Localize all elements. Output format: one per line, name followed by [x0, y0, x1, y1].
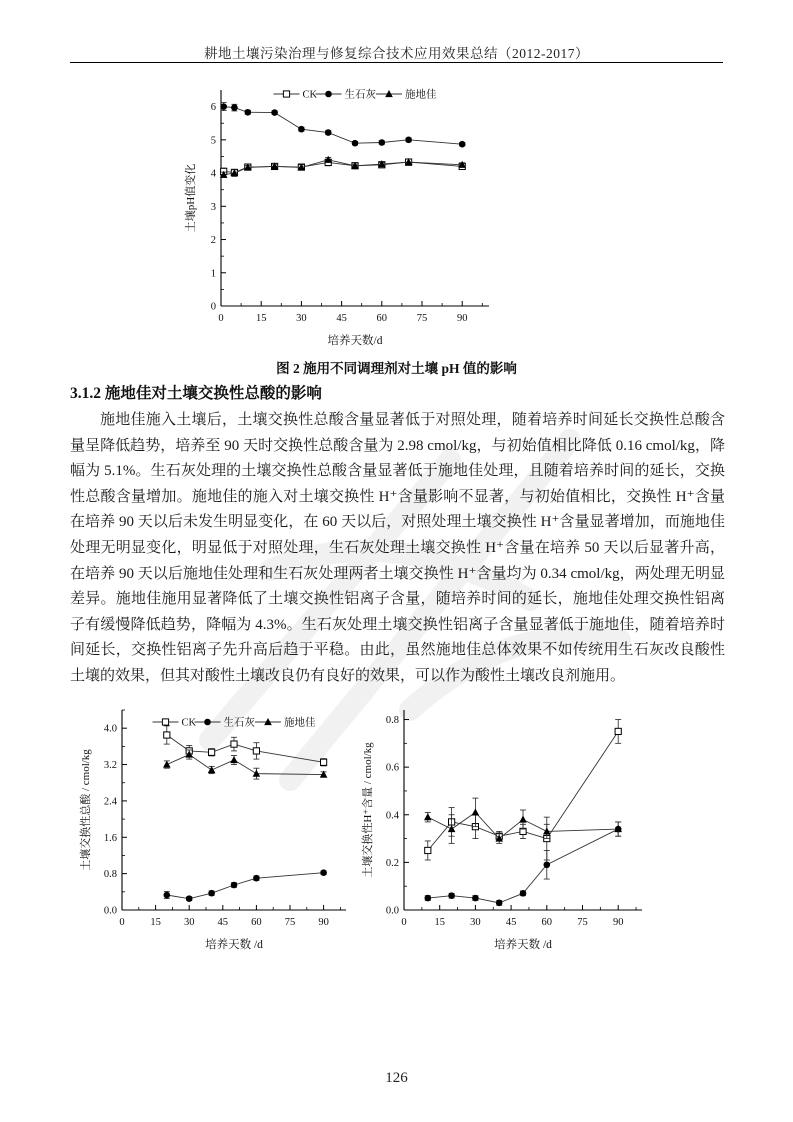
svg-text:1.6: 1.6	[103, 832, 117, 844]
svg-text:2.4: 2.4	[103, 796, 117, 808]
svg-text:施地佳: 施地佳	[284, 717, 316, 729]
svg-text:15: 15	[434, 917, 445, 928]
svg-text:0.0: 0.0	[385, 905, 399, 917]
svg-text:6: 6	[210, 102, 216, 114]
svg-text:30: 30	[296, 313, 307, 324]
svg-text:0: 0	[401, 917, 407, 928]
svg-text:0.2: 0.2	[385, 857, 399, 869]
svg-text:培养天数 /d: 培养天数 /d	[494, 939, 552, 951]
svg-text:CK: CK	[181, 717, 197, 729]
svg-text:生石灰: 生石灰	[344, 89, 376, 101]
svg-text:1: 1	[210, 268, 216, 280]
svg-text:土壤pH值变化: 土壤pH值变化	[185, 163, 197, 233]
svg-text:土壤交换性总酸 / cmol/kg: 土壤交换性总酸 / cmol/kg	[80, 749, 92, 871]
exchangeable-total-acid-line-chart	[78, 700, 364, 954]
page-number: 126	[385, 1070, 408, 1086]
body-paragraph: 施地佳施入土壤后，土壤交换性总酸含量显著低于对照处理，随着培养时间延长交换性总酸含量呈降低趋势，培养至 90 天时交换性总酸含量为 2.98 cmol/kg，与初始值相比降低 0.16 cmol/kg，降幅为 5.1%。生石灰处理的土壤交换性总酸含量显著低于施地佳处理，且随着培养时间的延长，交换性总酸含量增加。施地佳的施入对土壤交换性 H⁺含量影响不显著，与初始值相比，交换性 H⁺含量在培养 90 天以后未发生明显变化，在 60 天以后，对照处理土壤交换性 H⁺含量显著增加，而施地佳处理无明显变化，明显低于对照处理，生石灰处理土壤交换性 H⁺含量在培养 50 天以后显著升高，在培养 90 天以后施地佳处理和生石灰处理两者土壤交换性 H⁺含量均为 0.34 cmol/kg，两处理无明显差异。施地佳施用显著降低了土壤交换性铝离子含量，随培养时间的延长，施地佳处理交换性铝离子有缓慢降低趋势，降幅为 4.3%。生石灰处理土壤交换性铝离子含量显著低于施地佳，随着培养时间延长，交换性铝离子先升高后趋于平稳。由此，虽然施地佳总体效果不如传统用生石灰改良酸性土壤的效果，但其对酸性土壤改良仍有良好的效果，可以作为酸性土壤改良剂施用。	[70, 412, 725, 684]
svg-text:75: 75	[284, 917, 296, 928]
svg-text:60: 60	[376, 313, 388, 324]
svg-text:生石灰: 生石灰	[223, 717, 255, 729]
svg-text:4: 4	[210, 168, 216, 180]
svg-text:30: 30	[470, 917, 481, 928]
svg-text:45: 45	[336, 313, 347, 324]
svg-text:45: 45	[217, 917, 229, 928]
svg-text:60: 60	[251, 917, 262, 928]
svg-text:3: 3	[210, 201, 216, 213]
svg-text:土壤交换性H⁺含量 / cmol/kg: 土壤交换性H⁺含量 / cmol/kg	[362, 742, 374, 878]
svg-text:4.0: 4.0	[103, 723, 117, 735]
page-header-title: 耕地土壤污染治理与修复综合技术应用效果总结（2012-2017）	[204, 46, 589, 61]
svg-text:15: 15	[255, 313, 267, 324]
svg-text:0.8: 0.8	[103, 869, 117, 881]
header-divider	[70, 62, 723, 63]
svg-text:0: 0	[210, 301, 216, 313]
svg-text:CK: CK	[302, 89, 318, 101]
svg-text:75: 75	[416, 313, 428, 324]
svg-text:0.4: 0.4	[385, 810, 399, 822]
section-heading: 3.1.2 施地佳对土壤交换性总酸的影响	[70, 385, 322, 402]
svg-text:45: 45	[505, 917, 517, 928]
svg-text:培养天数/d: 培养天数/d	[327, 335, 383, 347]
svg-text:0.0: 0.0	[103, 905, 117, 917]
svg-text:90: 90	[318, 917, 329, 928]
svg-text:60: 60	[541, 917, 553, 928]
svg-text:施地佳: 施地佳	[405, 89, 437, 101]
svg-text:30: 30	[183, 917, 195, 928]
svg-text:0: 0	[218, 313, 224, 324]
svg-text:0: 0	[119, 917, 125, 928]
svg-text:0.6: 0.6	[385, 762, 399, 774]
exchangeable-h-content-line-chart	[360, 700, 660, 954]
svg-text:75: 75	[577, 917, 588, 928]
svg-text:0.8: 0.8	[385, 715, 399, 727]
svg-text:15: 15	[150, 917, 161, 928]
svg-text:90: 90	[612, 917, 624, 928]
svg-text:2: 2	[210, 235, 216, 247]
svg-text:90: 90	[456, 313, 468, 324]
svg-text:培养天数 /d: 培养天数 /d	[205, 939, 263, 951]
ph-change-line-chart	[183, 80, 507, 350]
figure2-caption: 图 2 施用不同调理剂对土壤 pH 值的影响	[276, 361, 517, 376]
svg-text:5: 5	[210, 135, 216, 147]
svg-text:3.2: 3.2	[103, 760, 117, 772]
